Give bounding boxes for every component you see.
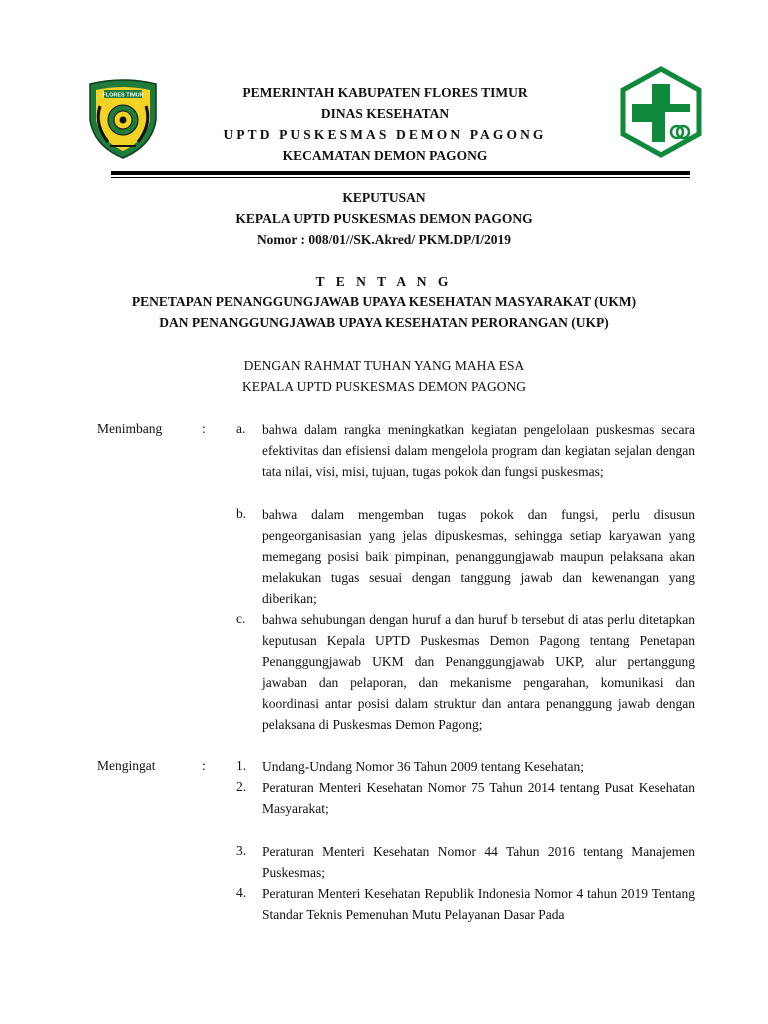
decree-number: Nomor : 008/01//SK.Akred/ PKM.DP/I/2019	[256, 232, 512, 247]
header-divider-thin	[111, 177, 690, 178]
mengingat-item-2: Peraturan Menteri Kesehatan Nomor 75 Tahun 2014 tentang Pusat Kesehatan Masyarakat;	[262, 780, 695, 816]
menimbang-marker-b: b.	[236, 506, 247, 521]
regency-crest-emblem	[86, 76, 160, 160]
mengingat-marker-4: 4.	[236, 885, 247, 900]
decree-issuer: KEPALA UPTD PUSKESMAS DEMON PAGONG	[235, 211, 533, 226]
mengingat-label: Mengingat	[97, 758, 156, 773]
header-government-line: PEMERINTAH KABUPATEN FLORES TIMUR	[242, 85, 528, 100]
mengingat-item-4: Peraturan Menteri Kesehatan Republik Indonesia Nomor 4 tahun 2019 Tentang Standar Teknis Pemenuhan Mutu Pelayanan Dasar Pada	[262, 886, 695, 922]
decree-subject-line-2: DAN PENANGGUNGJAWAB UPAYA KESEHATAN PERORANGAN (UKP)	[159, 315, 609, 330]
puskesmas-cross-logo	[620, 66, 702, 158]
mengingat-item-1: Undang-Undang Nomor 36 Tahun 2009 tentang Kesehatan;	[262, 759, 584, 774]
mengingat-marker-1: 1.	[236, 758, 247, 773]
header-institution-line: UPTD PUSKESMAS DEMON PAGONG	[223, 127, 547, 142]
header-divider-thick	[111, 171, 690, 175]
invocation-line: DENGAN RAHMAT TUHAN YANG MAHA ESA	[243, 358, 525, 373]
mengingat-colon: :	[202, 758, 206, 773]
menimbang-colon: :	[202, 421, 206, 436]
header-district-line: KECAMATAN DEMON PAGONG	[282, 148, 488, 163]
menimbang-marker-c: c.	[236, 611, 246, 626]
menimbang-item-a: bahwa dalam rangka meningkatkan kegiatan pengelolaan puskesmas secara efektivitas dan efisiensi dalam mengelola program dan kegiatan sejalan dengan tata nilai, visi, misi, tujuan, tugas pokok dan fungsi puskesmas;	[262, 422, 695, 479]
mengingat-marker-2: 2.	[236, 779, 247, 794]
menimbang-label: Menimbang	[97, 421, 163, 436]
mengingat-item-3: Peraturan Menteri Kesehatan Nomor 44 Tahun 2016 tentang Manajemen Puskesmas;	[262, 844, 695, 880]
issuer-line: KEPALA UPTD PUSKESMAS DEMON PAGONG	[241, 379, 527, 394]
svg-text:FLORES TIMUR: FLORES TIMUR	[102, 92, 144, 99]
mengingat-marker-3: 3.	[236, 843, 247, 858]
tentang-heading: T E N T A N G	[315, 274, 453, 289]
decree-title: KEPUTUSAN	[342, 190, 426, 205]
menimbang-item-b: bahwa dalam mengemban tugas pokok dan fungsi, perlu disusun pengeorganisasian yang jelas dipuskesmas, sehingga setiap karyawan yang memegang posisi baik pimpinan, penanggungjawab maupun pelaksana akan melakukan tugas sesuai dengan tanggung jawab dan kewenangan yang diberikan;	[262, 507, 695, 606]
menimbang-marker-a: a.	[236, 421, 246, 436]
menimbang-item-c: bahwa sehubungan dengan huruf a dan huruf b tersebut di atas perlu ditetapkan keputusan Kepala UPTD Puskesmas Demon Pagong tentang Penetapan Penanggungjawab UKM dan Penanggungjawab UKP, alur pertanggung jawaban dan pelaporan, dan mekanisme pengarahan, komunikasi dan koordinasi antar posisi dalam struktur dan antara penanggung jawab dengan pelaksana di Puskesmas Demon Pagong;	[262, 612, 695, 732]
decree-subject-line-1: PENETAPAN PENANGGUNGJAWAB UPAYA KESEHATAN MASYARAKAT (UKM)	[131, 294, 637, 309]
header-department-line: DINAS KESEHATAN	[320, 106, 450, 121]
